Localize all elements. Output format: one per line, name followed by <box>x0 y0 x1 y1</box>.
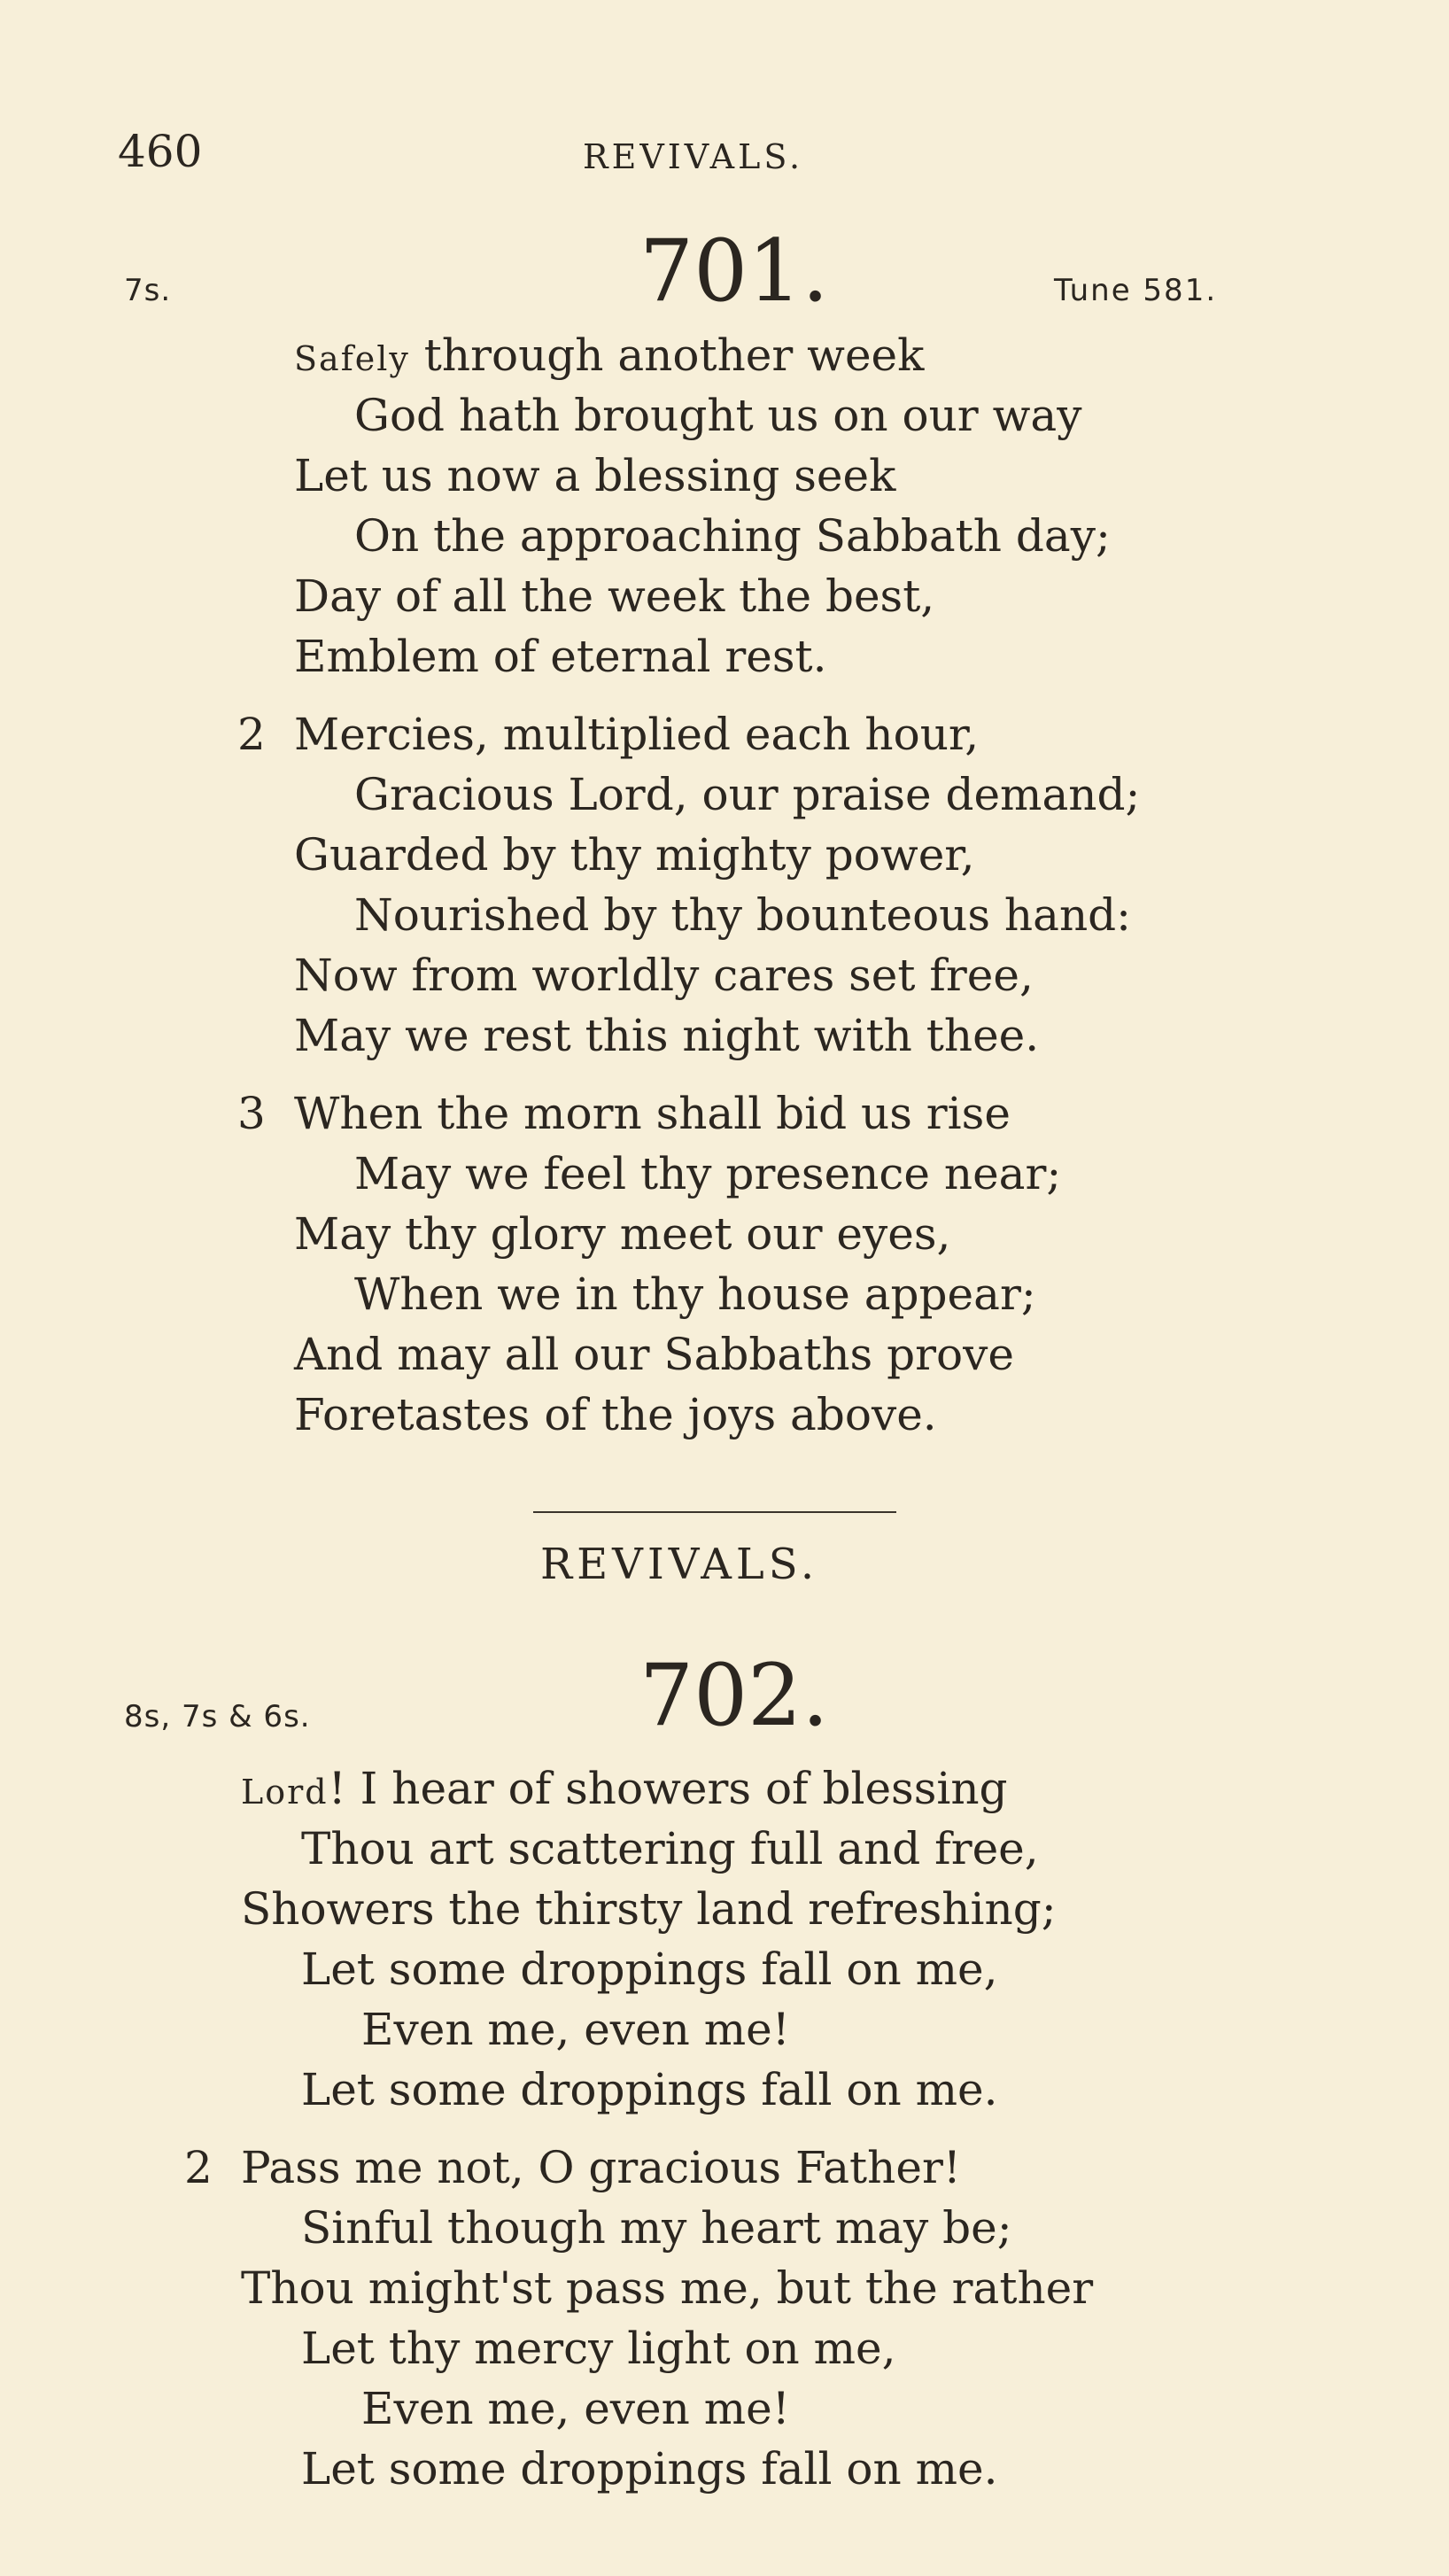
hymn-702-stanza2-line5: Even me, even me! <box>361 2383 790 2434</box>
hymn-701-stanza1-line2: God hath brought us on our way <box>354 390 1082 441</box>
hymn-701-stanza1-line6: Emblem of eternal rest. <box>294 631 827 682</box>
hymn-702-stanza2-line2: Sinful though my heart may be; <box>301 2202 1012 2254</box>
hymn-701-stanza2-line3: Guarded by thy mighty power, <box>294 829 975 881</box>
hymn-701-stanza3-line5: And may all our Sabbaths prove <box>294 1329 1014 1380</box>
hymn-702-stanza1-line5: Even me, even me! <box>361 2004 790 2055</box>
hymn-701-meter: 7s. <box>124 273 172 308</box>
hymn-701-stanza3-line2: May we feel thy presence near; <box>354 1148 1062 1199</box>
hymn-701-stanza2-line1: Mercies, multiplied each hour, <box>294 709 980 760</box>
hymn-701-verse-number-2: 2 <box>237 709 266 760</box>
small-caps-first-word: Safely <box>294 339 410 378</box>
page-number: 460 <box>118 126 203 177</box>
hymn-701-number: 701. <box>639 221 829 321</box>
hymn-701-stanza3-line6: Foretastes of the joys above. <box>294 1389 937 1440</box>
hymn-701-stanza1-line4: On the approaching Sabbath day; <box>354 510 1111 562</box>
section-title: REVIVALS. <box>540 1540 819 1589</box>
hymn-702-stanza2-line6: Let some droppings fall on me. <box>301 2443 998 2495</box>
hymn-701-stanza3-line3: May thy glory meet our eyes, <box>294 1208 951 1260</box>
running-title: REVIVALS. <box>583 137 804 176</box>
hymn-701-verse-number-3: 3 <box>237 1088 266 1139</box>
section-divider <box>533 1511 896 1513</box>
hymn-702-stanza2-line3: Thou might'st pass me, but the rather <box>241 2262 1094 2314</box>
hymn-702-stanza1-line3: Showers the thirsty land refreshing; <box>241 1883 1057 1935</box>
hymn-701-tune: Tune 581. <box>1054 273 1218 308</box>
hymn-701-stanza2-line6: May we rest this night with thee. <box>294 1010 1040 1061</box>
hymn-701-stanza1-line5: Day of all the week the best, <box>294 570 935 622</box>
hymn-701-stanza2-line2: Gracious Lord, our praise demand; <box>354 769 1141 820</box>
hymn-701-stanza2-line5: Now from worldly cares set free, <box>294 950 1034 1001</box>
hymn-701-stanza1-line3: Let us now a blessing seek <box>294 450 896 501</box>
hymn-702-meter: 8s, 7s & 6s. <box>124 1699 311 1734</box>
hymn-701-stanza3-line4: When we in thy house appear; <box>354 1269 1036 1320</box>
hymn-702-stanza1-line1: Lord! I hear of showers of blessing <box>241 1763 1008 1814</box>
small-caps-first-word: Lord <box>241 1773 329 1812</box>
hymn-701-stanza3-line1: When the morn shall bid us rise <box>294 1088 1011 1139</box>
hymn-702-stanza1-line6: Let some droppings fall on me. <box>301 2064 998 2115</box>
hymn-702-verse-number-2: 2 <box>184 2142 213 2193</box>
hymn-701-stanza1-line1: Safely through another week <box>294 330 925 381</box>
hymn-702-stanza1-line4: Let some droppings fall on me, <box>301 1944 998 1995</box>
hymn-702-number: 702. <box>639 1646 829 1745</box>
hymn-702-stanza2-line4: Let thy mercy light on me, <box>301 2323 896 2374</box>
hymn-702-stanza1-line2: Thou art scattering full and free, <box>301 1823 1039 1874</box>
hymn-702-stanza2-line1: Pass me not, O gracious Father! <box>241 2142 961 2193</box>
hymn-701-stanza2-line4: Nourished by thy bounteous hand: <box>354 889 1132 941</box>
